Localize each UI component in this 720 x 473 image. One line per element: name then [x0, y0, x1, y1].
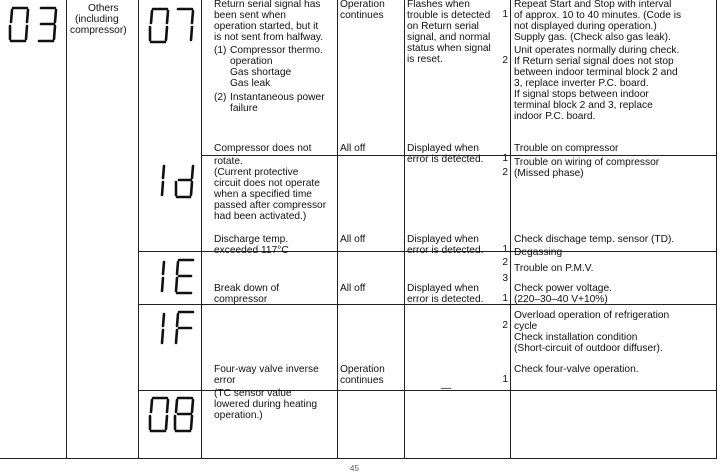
check-line: (220–30–40 V+10%) — [514, 294, 608, 305]
check-line: terminal block 2 and 3, replace — [514, 100, 653, 111]
check-line: If signal stops between indoor — [514, 89, 649, 100]
unit-status-line: continues — [340, 10, 384, 21]
check-line: cycle — [514, 321, 538, 332]
check-line: Overload operation of refrigeration — [514, 310, 670, 321]
unit-status-line: Operation — [340, 0, 385, 10]
check-number: 2 — [502, 257, 508, 269]
subcause-line: Instantaneous power — [230, 92, 325, 103]
subcause-line: operation — [230, 56, 273, 67]
subcause-line: Gas leak — [230, 78, 271, 89]
cause-line: passed after compressor — [214, 200, 327, 211]
display-line: on Return serial — [407, 21, 479, 32]
display-line: signal, and normal — [407, 32, 491, 43]
check-line: between indoor terminal block 2 and — [514, 67, 678, 78]
check-line: indoor P.C. board. — [514, 111, 596, 122]
check-line: Repeat Start and Stop with interval — [514, 0, 672, 10]
category-line: Others — [88, 3, 119, 14]
seven-segment-code-1d — [145, 160, 199, 200]
cause-line: Four-way valve inverse — [214, 364, 319, 375]
display-line: Flashes when — [407, 0, 470, 10]
display-line: is reset. — [407, 54, 443, 65]
subcause-number: (1) — [214, 45, 227, 56]
display-line: trouble is detected — [407, 10, 491, 21]
check-line: Check installation condition — [514, 332, 638, 343]
column-divider — [66, 0, 67, 458]
check-number: 1 — [502, 9, 508, 21]
check-line: Trouble on compressor — [514, 143, 619, 154]
cause-line: (Current protective — [214, 167, 299, 178]
cause-line: (TC sensor value — [214, 388, 292, 399]
unit-status-line: All off — [340, 234, 366, 245]
check-line: not displayed during operation.) — [514, 21, 657, 32]
category-line: (including — [75, 14, 119, 25]
cause-line: when a specified time — [214, 189, 312, 200]
check-line: Supply gas. (Check also gas leak). — [514, 32, 671, 43]
seven-segment-code-08 — [145, 394, 199, 434]
check-line: 3, replace inverter P.C. board. — [514, 78, 649, 89]
cause-line: operation.) — [214, 410, 263, 421]
cause-line: Break down of — [214, 283, 280, 294]
cause-line: been sent when — [214, 10, 286, 21]
cause-line: compressor — [214, 294, 268, 305]
cause-line: rotate. — [214, 156, 243, 167]
display-line: error is detected. — [407, 154, 484, 165]
display-line: Displayed when — [407, 234, 479, 245]
subcause-number: (2) — [214, 92, 227, 103]
seven-segment-code-1F — [145, 308, 199, 348]
check-line: (Missed phase) — [514, 168, 584, 179]
cause-line: had been activated.) — [214, 211, 307, 222]
check-line: Degassing — [514, 247, 563, 258]
check-line: Check dischage temp. sensor (TD). — [514, 234, 675, 245]
check-line: of approx. 10 to 40 minutes. (Code is — [514, 10, 682, 21]
check-number: 2 — [502, 167, 508, 179]
check-number: 1 — [502, 293, 508, 305]
check-number: 2 — [502, 55, 508, 67]
unit-status-line: All off — [340, 143, 366, 154]
check-line: Trouble on P.M.V. — [514, 263, 594, 274]
seven-segment-code-03 — [6, 4, 62, 44]
cause-line: exceeded 117°C — [214, 245, 289, 256]
check-line: (Short-circuit of outdoor diffuser). — [514, 343, 663, 354]
unit-status-line: continues — [340, 375, 384, 386]
subcause-line: failure — [230, 103, 258, 114]
cause-line: is not sent from halfway. — [214, 32, 324, 43]
unit-status-line: Operation — [340, 364, 385, 375]
display-line: error is detected. — [407, 294, 484, 305]
display-line: Displayed when — [407, 143, 479, 154]
page-number: 45 — [350, 464, 359, 473]
row-divider — [0, 458, 717, 459]
check-number: 1 — [502, 244, 508, 256]
display-line: status when signal — [407, 43, 491, 54]
display-line: Displayed when — [407, 283, 479, 294]
check-number: 1 — [502, 153, 508, 165]
unit-status-line: All off — [340, 283, 366, 294]
check-line: Check four-valve operation. — [514, 364, 639, 375]
seven-segment-code-1E — [145, 256, 199, 296]
check-number: 1 — [502, 374, 508, 386]
category-line: compressor) — [70, 25, 127, 36]
cause-line: error — [214, 375, 236, 386]
subcause-line: Gas shortage — [230, 67, 292, 78]
cause-line: Return serial signal has — [214, 0, 321, 10]
check-line: If Return serial signal does not stop — [514, 56, 674, 67]
check-line: Check power voltage. — [514, 283, 612, 294]
cause-line: circuit does not operate — [214, 178, 320, 189]
check-number: 3 — [502, 273, 508, 285]
display-dash: — — [441, 383, 452, 394]
cause-line: Discharge temp. — [214, 234, 289, 245]
seven-segment-code-07 — [145, 5, 199, 45]
cause-line: operation started, but it — [214, 21, 319, 32]
check-line: Trouble on wiring of compressor — [514, 157, 660, 168]
subcause-line: Compressor thermo. — [230, 45, 323, 56]
check-number: 2 — [502, 320, 508, 332]
display-line: error is detected. — [407, 245, 484, 256]
cause-line: Compressor does not — [214, 143, 312, 154]
cause-line: lowered during heating — [214, 399, 318, 410]
check-line: Unit operates normally during check. — [514, 45, 680, 56]
